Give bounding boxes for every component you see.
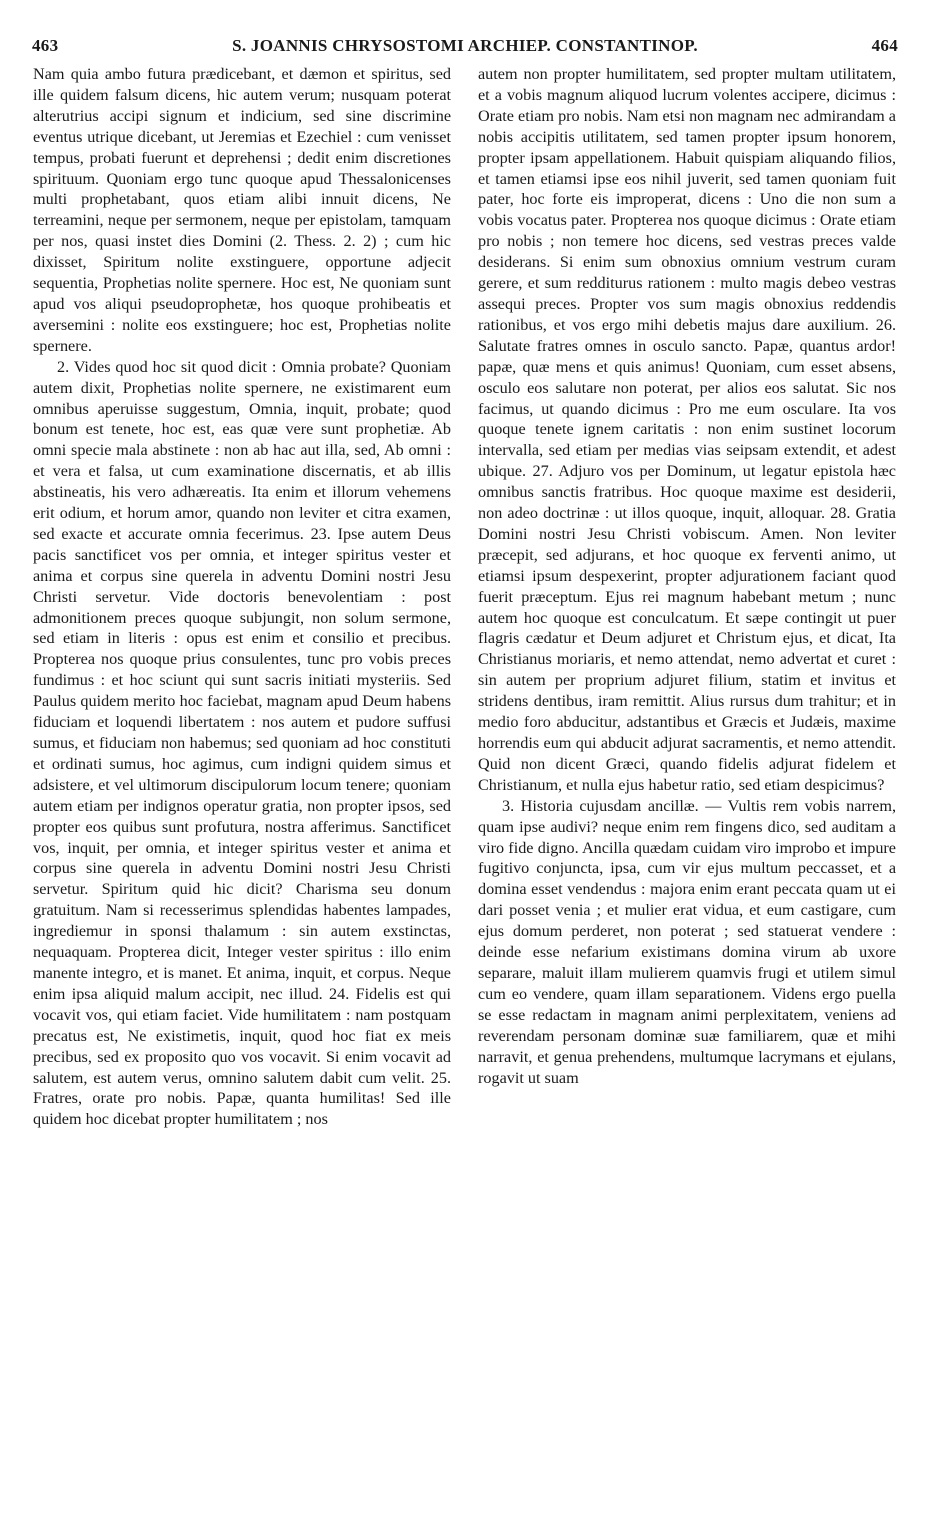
page-number-left: 463 <box>32 36 59 55</box>
running-header <box>30 36 900 64</box>
paragraph: autem non propter humilitatem, sed propter multam utilitatem, et a vobis magnum aliquod lucrum volentes accipere, dicimus : Orate etiam pro nobis. Nam etsi non magnam nec admirandam a nobis accipitis utilitatem, sed tamen propter ipsum honorem, propter ipsam appellationem. Habuit quispiam aliquando filios, et tamen etiamsi ipse eos nihil juverit, sed tamen quoniam fuit pater, hoc forte eis improperat, dicens : Uno die non sum a vobis vocatus pater. Propterea nos quoque dicimus : Orate etiam pro nobis ; non temere hoc dicens, sed vestras preces valde desiderans. Si enim sum obnoxius omnium vestrum curam gerere, et sum redditurus rationem : multo magis debeo vestras assequi preces. Propter vos sum magis obnoxius reddendis rationibus, et vos ergo mihi debetis majus dare auxilium. 26. Salutate fratres omnes in osculo sancto. Papæ, quantus ardor! papæ, quæ mens et quis animus! Quoniam, cum esset absens, osculo eos salutare non poterat, per alios eos salutat. Sic nos facimus, ut quando dicimus : Pro me eum osculare. Ita vos quoque tenete ignem caritatis : non enim sustinet locorum intervalla, sed etiam per medias vias seipsam extendit, et adest ubique. 27. Adjuro vos per Dominum, ut legatur epistola hæc omnibus sanctis fratribus. Hoc quoque maxime est desiderii, non adeo doctrinæ : ut illos quoque, inquit, alloquar. 28. Gratia Domini nostri Jesu Christi vobiscum. Amen. Non leviter præcepit, sed adjurans, et hoc quoque ex ferventi animo, ut etiamsi ipsum despexerint, propter adjurationem faciant quod fuerit præceptum. Ejus rei magnum habebant metum ; nunc autem hoc quoque est conculcatum. Et sæpe contingit ut puer flagris cædatur et Deum adjuret et Christum ejus, et dicat, Ita Christianus moriaris, et nemo attendat, nemo advertat et curet : sin autem per proprium adjuret filium, statim et invitus et stridens dentibus, iram remittit. Alius rursus dum trahitur; et in medio foro abducitur, adstantibus et Græcis et Judæis, maxime horrendis eum qui abducit adjurat sacramentis, et nemo attendit. Quid non dicent Græci, quando fidelis adjurat fidelem et Christianum, et nulla ejus habetur ratio, sed etiam despicimus? <box>478 65 896 794</box>
running-title: S. JOANNIS CHRYSOSTOMI ARCHIEP. CONSTANTINOP. <box>232 36 698 55</box>
left-column <box>33 64 451 1130</box>
paragraph: Nam quia ambo futura prædicebant, et dæmon et spiritus, sed ille quidem falsum dicens, hic autem verum; nusquam poterat alterutrius accipi signum et indicium, sed sine discrimine eventus utrique dicebant, ut Jeremias et Ezechiel : cum venisset tempus, probati fuerunt et deprehensi ; dedit enim discretiones spirituum. Quoniam ergo tunc quoque apud Thessalonicenses multi prophetabant, quos etiam alibi innuit dicens, Ne terreamini, neque per sermonem, neque per epistolam, tamquam per nos, quasi instet dies Domini (2. Thess. 2. 2) ; cum hic dixisset, Spiritum nolite exstinguere, opportune adjecit sequentia, Prophetias nolite spernere. Hoc est, Ne quoniam sunt apud vos aliqui pseudoprophetæ, hos quoque prohibeatis et aversemini : nolite eos exstinguere; hoc est, Prophetias nolite spernere. <box>33 65 451 355</box>
right-column <box>478 64 896 1088</box>
page-number-right: 464 <box>871 36 898 55</box>
paragraph: 3. Historia cujusdam ancillæ. — Vultis rem vobis narrem, quam ipse audivi? neque enim rem fingens dico, sed auditam a viro fide digno. Ancilla quædam cuidam viro improbo et impure fugitivo conjuncta, ipsa, cum vir ejus multum peccasset, et a domina esset vendendus : majora enim erant peccata quam ut ei dari posset venia ; et mulier erat vidua, et eum castigare, cum ejus domum perderet, non poterat ; sed statuerat vendere : deinde esse nefarium existimans domina virum ab uxore separare, maluit illam mulierem quamvis frugi et utilem simul cum eo vendere, quam illam separationem. Videns ergo puella se esse redactam in magnam animi perplexitatem, veniens ad reverendam personam dominæ suæ familiarem, quæ et mihi narravit, et genua prehendens, multumque lacrymans et ejulans, rogavit ut suam <box>478 796 896 1087</box>
paragraph: 2. Vides quod hoc sit quod dicit : Omnia probate? Quoniam autem dixit, Prophetias nolite spernere, ne existimarent eum omnibus aperuisse suggestum, Omnia, inquit, probate; quod bonum est tenete, hoc est, eas quæ vere sunt prophetiæ. Ab omni specie mala abstinete : non ab hac aut illa, sed, Ab omni : et vera et falsa, ut cum examinatione discernatis, et ab illis abstineatis, his vero adhæreatis. Ita enim et illorum vehemens erit odium, et horum amor, quando non leviter et citra examen, sed exacte et accurate omnia fecerimus. 23. Ipse autem Deus pacis sanctificet vos per omnia, et integer spiritus vester et anima et corpus sine querela in adventu Domini nostri Jesu Christi servetur. Vide doctoris benevolentiam : post admonitionem preces quoque subjungit, non solum sermone, sed etiam in literis : opus est enim et consilio et precibus. Propterea nos quoque prius consulentes, tunc pro vobis preces fundimus : et hoc sciunt qui sunt sacris initiati mysteriis. Sed Paulus quidem merito hoc faciebat, magnam apud Deum habens fiduciam et loquendi libertatem : nos autem et pudore suffusi sumus, et fiduciam non habemus; sed quoniam ad hoc constituti et ordinati sumus, hoc agimus, cum indigni quidem simus et adsistere, et vel ultimorum discipulorum locum tenere; quoniam autem etiam per indignos operatur gratia, non propter ipsos, sed propter eos quibus sunt profutura, nostra afferimus. Sanctificet vos, inquit, per omnia, et integer spiritus vester et anima et corpus sine querela in adventu Domini nostri Jesu Christi servetur. Spiritum quid hic dicit? Charisma seu donum gratuitum. Nam si recesserimus splendidas habentes lampades, ingrediemur in sponsi thalamum : sin autem exstinctas, nequaquam. Propterea dicit, Integer vester spiritus : illo enim manente integro, et is manet. Et anima, inquit, et corpus. Neque enim ipsa aliquid malum accipit, nec illud. 24. Fidelis est qui vocavit vos, qui etiam faciet. Vide humilitatem : nam postquam precatus est, Ne existimetis, inquit, quod hoc fiat ex meis precibus, sed ex proposito quo vos vocavit. Si enim vocavit ad salutem, est autem verus, omnino salutem dabit cum velit. 25. Fratres, orate pro nobis. Papæ, quanta humilitas! Sed ille quidem hoc dicebat propter humilitatem ; nos <box>33 357 451 1129</box>
